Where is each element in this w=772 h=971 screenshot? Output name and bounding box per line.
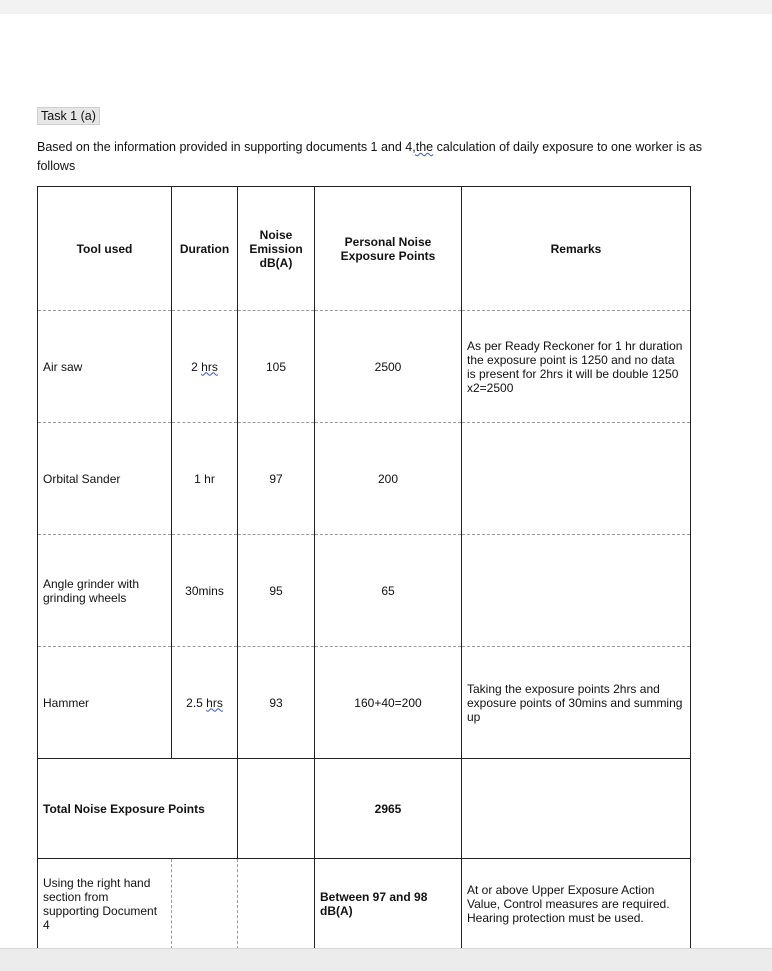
top-toolbar-strip: [0, 0, 772, 15]
row-emission: 97: [238, 423, 315, 535]
final-row: [38, 859, 691, 949]
row-points: 160+40=200: [315, 647, 462, 759]
header-points-line2: Exposure Points: [340, 248, 436, 263]
row-emission: 93: [238, 647, 315, 759]
final-label: Using the right hand section from supporting Document 4: [38, 859, 172, 949]
header-remarks: Remarks: [462, 187, 691, 311]
row-points: 65: [315, 535, 462, 647]
row-remarks: [462, 423, 691, 535]
header-duration: Duration: [172, 187, 238, 311]
total-row: [38, 759, 691, 859]
task-label: Task 1 (a): [37, 107, 100, 125]
row-duration: 2 hrs: [172, 311, 238, 423]
total-emission: [238, 759, 315, 859]
table-row: [38, 311, 691, 423]
row-tool: Orbital Sander: [38, 423, 172, 535]
header-emission-line3: dB(A): [259, 255, 293, 270]
header-points: [315, 187, 462, 311]
row-duration: 1 hr: [172, 423, 238, 535]
row-remarks: [462, 535, 691, 647]
row-remarks: As per Ready Reckoner for 1 hr duration the exposure point is 1250 and no data is present for 2hrs it will be double 1250 x2=2500: [462, 311, 691, 423]
final-points: Between 97 and 98 dB(A): [315, 859, 462, 949]
row-tool: Hammer: [38, 647, 172, 759]
intro-doc-number: 4: [405, 140, 413, 154]
row-points: 200: [315, 423, 462, 535]
header-tool: Tool used: [38, 187, 172, 311]
row-points: 2500: [315, 311, 462, 423]
intro-paragraph: [37, 138, 717, 176]
total-points: 2965: [315, 759, 462, 859]
row-duration: 2.5 hrs: [172, 647, 238, 759]
row-emission: 95: [238, 535, 315, 647]
table-header-row: [38, 187, 691, 311]
header-emission-line1: Noise: [259, 227, 293, 242]
header-emission-line2: Emission: [249, 241, 303, 256]
table-row: [38, 647, 691, 759]
document-page: [0, 14, 772, 948]
header-emission: [238, 187, 315, 311]
table-row: [38, 423, 691, 535]
row-emission: 105: [238, 311, 315, 423]
table-row: [38, 535, 691, 647]
total-remarks: [462, 759, 691, 859]
final-duration: [172, 859, 238, 949]
noise-exposure-table: [37, 186, 691, 948]
intro-comma: ,: [412, 140, 416, 154]
row-remarks: Taking the exposure points 2hrs and exposure points of 30mins and summing up: [462, 647, 691, 759]
row-duration: 30mins: [172, 535, 238, 647]
total-label: Total Noise Exposure Points: [38, 759, 238, 859]
intro-word: the: [415, 140, 434, 154]
row-tool: Angle grinder with grinding wheels: [38, 535, 172, 647]
intro-text-before: Based on the information provided in supporting documents 1 and: [37, 140, 406, 154]
row-tool: Air saw: [38, 311, 172, 423]
final-remarks: At or above Upper Exposure Action Value, Control measures are required. Hearing protection must be used.: [462, 859, 691, 949]
intro-text-after: calculation of daily exposure to one worker is as follows: [37, 140, 703, 173]
header-points-line1: Personal Noise: [344, 234, 432, 249]
final-emission: [238, 859, 315, 949]
bottom-status-strip: [0, 948, 772, 971]
